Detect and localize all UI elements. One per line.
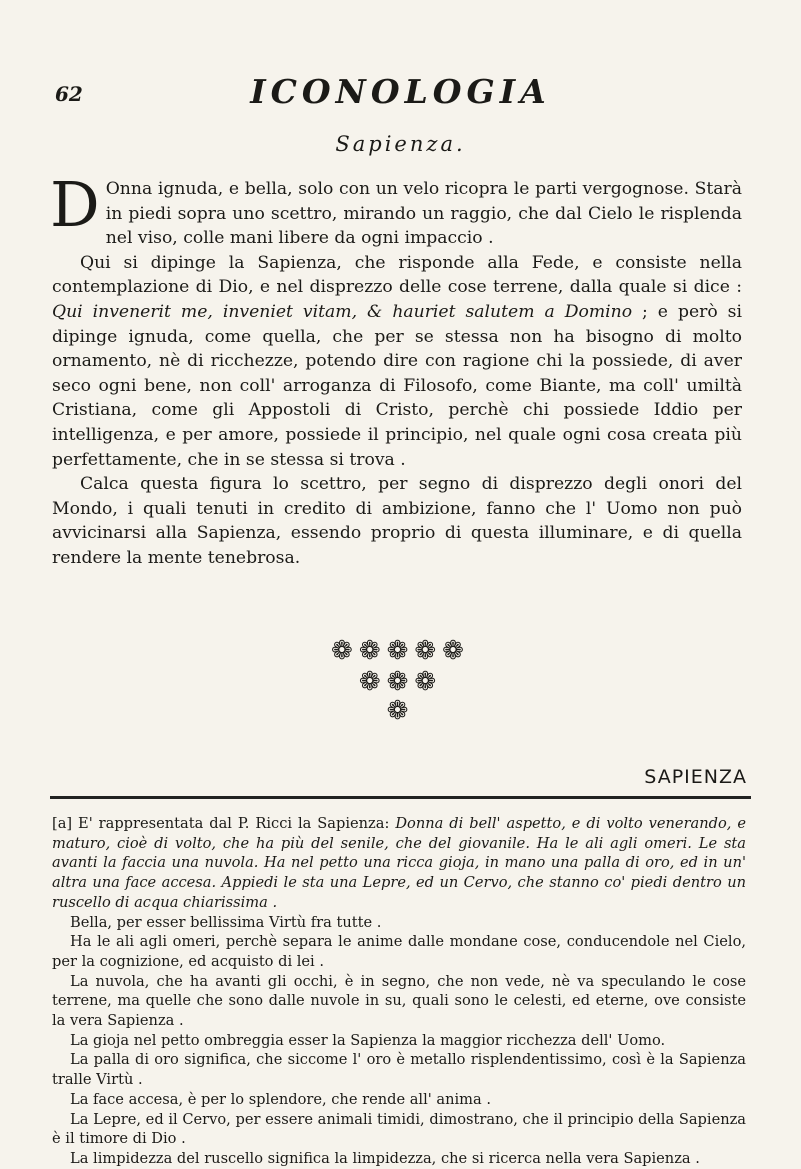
note-5: La gioja nel petto ombreggia esser la Sapienza la maggior ricchezza dell' Uomo. bbox=[70, 1031, 666, 1049]
figure-label: SAPIENZA bbox=[644, 766, 747, 788]
page-header bbox=[0, 72, 801, 112]
paragraph-2-text-b: ; e però si dipinge ignuda, come quella, che per se stessa non ha bisogno di molto ornamento, nè di ricchezze, potendo dire con ragione chi la possiede, di aver seco ogni bene, non coll' arroganza di Filosofo, come Biante, ma coll' umiltà Cristiana, come gli Appostoli di Cristo, perchè chi possiede Iddio per intelligenza, e per amore, possiede il principio, nel quale ogni cosa creata più perfettamente, che in se stessa si trova . bbox=[52, 301, 742, 470]
section-title: Sapienza. bbox=[335, 132, 466, 156]
note-4: La nuvola, che ha avanti gli occhi, è in segno, che non vede, nè va speculando le cose terrene, ma quelle che sono dalle nuvole in su, quali sono le celesti, ed eterne, ove consiste la vera Sapienza . bbox=[52, 972, 746, 1030]
main-paragraph-2 bbox=[52, 251, 742, 472]
horizontal-rule bbox=[50, 796, 751, 799]
paragraph-1-text: Onna ignuda, e bella, solo con un velo ricopra le parti vergognose. Starà in piedi sopra uno scettro, mirando un raggio, che dal Cielo le risplenda nel viso, colle mani libere da ogni impaccio . bbox=[105, 179, 742, 249]
main-paragraph-3: Calca questa figura lo scettro, per segno di disprezzo degli onori del Mondo, i quali tenuti in credito di ambizione, fanno che l' Uomo non può avvicinarsi alla Sapienza, essendo proprio di questa illuminare, e di quella rendere la mente tenebrosa. bbox=[52, 474, 742, 568]
fleuron-row-1: ❁❁❁❁❁ bbox=[331, 636, 470, 666]
page-number: 62 bbox=[55, 82, 83, 106]
note-2: Bella, per esser bellissima Virtù fra tutte . bbox=[70, 913, 382, 931]
main-text bbox=[50, 168, 742, 571]
latin-quotation: Qui invenerit me, inveniet vitam, & hauriet salutem a Domino bbox=[52, 301, 633, 322]
note-3: Ha le ali agli omeri, perchè separa le anime dalle mondane cose, conducendole nel Cielo, per la cognizione, ed acquisto di lei . bbox=[52, 933, 746, 970]
note-8: La Lepre, ed il Cervo, per essere animali timidi, dimostrano, che il principio della Sapienza è il timore di Dio . bbox=[52, 1110, 746, 1148]
note-6: La palla di oro significa, che siccome l' oro è metallo risplendentissimo, così è la Sapienza tralle Virtù . bbox=[52, 1051, 746, 1089]
note-1-quote: Donna di bell' aspetto, e di volto venerando, e maturo, cioè di volto, che ha più del senile, che del giovanile. Ha le ali agli omeri. Le sta avanti la faccia una nuvola. Ha nel petto una ricca gioja, in mano una palla di oro, ed in un' altra una face accesa. Appiedi le sta una Lepre, ed un Cervo, che stanno co' piedi dentro un ruscello di acqua chiarissima . bbox=[52, 815, 746, 911]
note-9: La limpidezza del ruscello significa la limpidezza, che si ricerca nella vera Sapienza . bbox=[70, 1149, 700, 1167]
footnotes bbox=[52, 814, 746, 1169]
paragraph-2-text-a: Qui si dipinge la Sapienza, che risponde alla Fede, e consiste nella contemplazione di Dio, e nel disprezzo delle cose terrene, dalla quale si dice : bbox=[52, 252, 742, 298]
running-title: ICONOLOGIA bbox=[250, 72, 551, 111]
fleuron-row-2: ❁❁❁ bbox=[358, 667, 443, 697]
note-1 bbox=[52, 814, 746, 913]
main-paragraph-1 bbox=[50, 168, 742, 251]
note-1-intro: [a] E' rappresentata dal P. Ricci la Sapienza: bbox=[52, 815, 396, 832]
drop-cap: D bbox=[50, 168, 100, 241]
note-7: La face accesa, è per lo splendore, che rende all' anima . bbox=[70, 1090, 491, 1108]
fleuron-row-3: ❁ bbox=[386, 696, 415, 726]
